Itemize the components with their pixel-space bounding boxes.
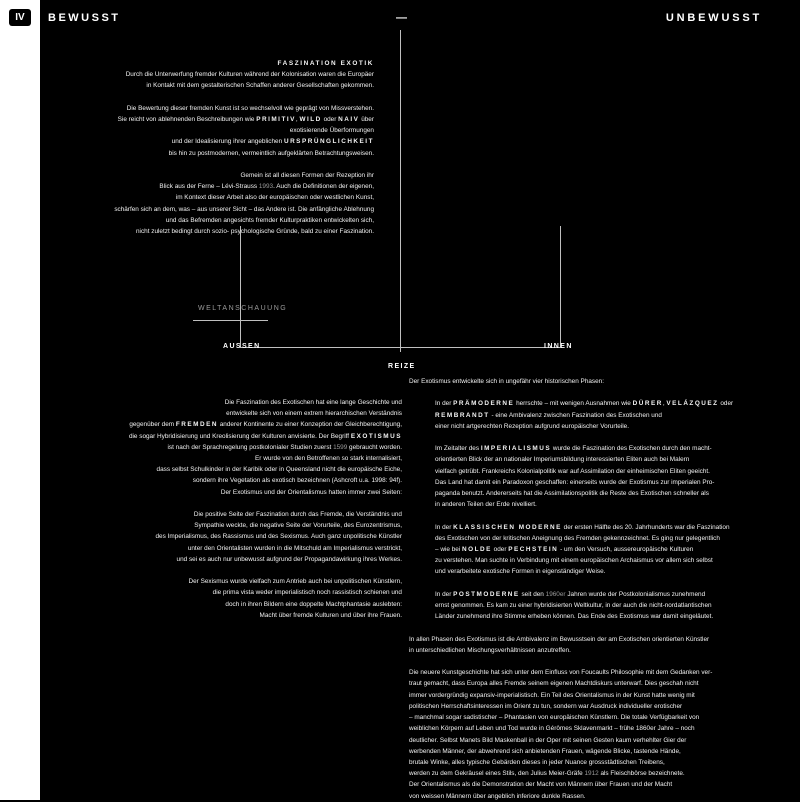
phase-imperialismus-line: paganda benutzt. Andererseits hat die Assimilationspolitik die Reste des Exotischen schneller als: [435, 490, 709, 498]
kunstgeschichte-line: – manchmal sogar sadistischer – Phantasien von europäischen Künstlern. Die totale Verfügbarkeit von: [409, 714, 700, 722]
right-intro: Der Exotismus entwickelte sich in ungefähr vier historischen Phasen:: [409, 378, 605, 385]
left-p2-line: unter den Orientalisten wurden in die Mitschuld am Imperialismus verstrickt,: [187, 544, 402, 552]
left-p3-line: die prima vista weder imperialistisch noch rassistisch schienen und: [212, 589, 402, 597]
phase-praemoderne-line: In der PRÄMODERNE herrschte – mit wenigen Ausnahmen wie DÜRER, VELÁZQUEZ oder: [435, 400, 734, 408]
header-right-title: UNBEWUSST: [665, 12, 762, 24]
weltanschauung-underline: [193, 320, 268, 321]
kunstgeschichte-line: werden zu dem Gekräusel eines Stils, den Julius Meier-Gräfe 1912 als Fleischbörse bezeichnete.: [409, 770, 685, 778]
left-p2-line: des Imperialismus, des Rassismus und des Sexismus. Auch ganz unpolitische Künstler: [155, 533, 402, 541]
label-reize: REIZE: [388, 363, 416, 370]
term-rembrandt: REMBRANDT: [435, 411, 490, 419]
term-naiv: NAIV: [338, 116, 360, 124]
term-pechstein: PECHSTEIN: [508, 546, 559, 554]
phase-postmoderne-line: ernst genommen. Es kam zu einer hybridisierten Weltkultur, in der auch die nicht-nordatlantischen: [435, 602, 712, 610]
term-exotismus: EXOTISMUS: [350, 432, 402, 440]
kunstgeschichte-line: traut gemacht, dass Europa alles Fremde seinem eigenen Machtdiskurs unterwarf. Dies geschah nicht: [409, 680, 699, 688]
term-duerer: DÜRER: [632, 400, 663, 408]
phase-postmoderne-line: In der POSTMODERNE seit den 1960er Jahren wurde der Postkolonialismus zunehmend: [435, 590, 706, 598]
left-margin-strip: [0, 0, 40, 800]
right-column: [409, 376, 789, 802]
kunstgeschichte-line: immer vordergründig expansiv-imperialistisch. Ein Teil des Orientalismus in der Kunst hatte wenig mit: [409, 691, 695, 699]
term-postmoderne: POSTMODERNE: [453, 590, 520, 598]
exotik-p2-line: exotisierende Überformungen: [289, 127, 374, 135]
left-p3-line: doch in ihren Bildern eine doppelte Machtphantasie auslebten:: [225, 600, 402, 608]
phase-klassische-line: zu verstehen. Man suchte in Verbindung mit einem europäischen Archaismus vor allem sich selbst: [435, 557, 713, 565]
diagram-right-tick: [560, 226, 561, 348]
kunstgeschichte-line: politischen Herrschaftsinteressen im Orient zu tun, sondern war Ausdruck individueller erotischer: [409, 702, 683, 710]
left-p1-line: entwickelte sich von einem extrem hierarchischen Verständnis: [226, 410, 402, 418]
exotik-p2-line: bis hin zu postmodernen, vermeintlich aufgeklärten Betrachtungsweisen.: [168, 149, 374, 157]
exotik-p3-line: im Kontext dieser Arbeit also der europäischen oder westlichen Kunst,: [175, 194, 374, 202]
left-p2-line: und sei es auch nur unbewusst aufgrund der Propagandawirkung ihres Werkes.: [176, 555, 402, 563]
phase-klassische-line: und verarbeitete exotische Formen in eigenständiger Weise.: [435, 568, 606, 576]
left-column: [40, 397, 402, 621]
exotik-block: [40, 58, 374, 237]
diagram-vertical-axis: [400, 30, 401, 352]
term-klassische-moderne: KLASSISCHEN MODERNE: [453, 523, 562, 531]
term-imperialismus: IMPERIALISMUS: [480, 445, 552, 453]
left-p1-line: Der Exotismus und der Orientalismus hatten immer zwei Seiten:: [220, 488, 402, 496]
phase-klassische-line: In der KLASSISCHEN MODERNE der ersten Hälfte des 20. Jahrhunderts war die Faszination: [435, 523, 730, 531]
exotik-p2-line: Die Bewertung dieser fremden Kunst ist so wechselvoll wie geprägt von Missverstehen.: [126, 104, 374, 112]
kunstgeschichte-line: deutlicher. Selbst Manets Bild Maskenball in der Oper mit seinen Gesten kaum verhehlter Gier der: [409, 736, 687, 744]
left-p1-line: Er wurde von den Betroffenen so stark internalisiert,: [255, 455, 402, 463]
left-p1-line: sondern ihre Vegetation als exotisch bezeichnen (Ashcroft u.a. 1998: 94f).: [192, 477, 402, 485]
label-aussen: AUSSEN: [223, 343, 261, 350]
phase-imperialismus-line: orientierten Blick der an nationaler Imperiumsbildung interessierten Eliten auch bei Malern: [435, 456, 690, 464]
exotik-p3-line: nicht zuletzt bedingt durch sozio- psychologische Gründe, bald zu einer Faszination.: [135, 228, 374, 236]
kunstgeschichte-line: Die neuere Kunstgeschichte hat sich unter dem Einfluss von Foucaults Philosophie mit dem Gedanken ver-: [409, 669, 713, 677]
phase-postmoderne-line: Länder zunehmend ihre Stimme erheben können. Das Ende des Exotismus war damit eingeläutet.: [435, 613, 714, 621]
phase-imperialismus-line: in anderen Teilen der Erde nivelliert.: [435, 501, 537, 509]
kunstgeschichte-line: von weissen Männern über angeblich inferiore dunkle Rassen.: [409, 792, 586, 800]
exotik-p3-line: Blick aus der Ferne – Lévi-Strauss 1993. Auch die Definitionen der eigenen,: [159, 183, 374, 191]
exotik-title: FASZINATION EXOTIK: [277, 60, 374, 67]
left-p3-line: Der Sexismus wurde vielfach zum Antrieb auch bei unpolitischen Künstlern,: [188, 578, 402, 586]
phase-praemoderne-line: REMBRANDT - eine Ambivalenz zwischen Faszination des Exotischen und: [435, 411, 662, 419]
left-p3-line: Macht über fremde Kulturen und über ihre Frauen.: [259, 611, 402, 619]
ambivalenz-line: in unterschiedlichen Mischungsverhältnissen anzutreffen.: [409, 646, 571, 654]
left-p1-line: dass selbst Schulkinder in der Karibik oder in Queensland nicht die europäische Eiche,: [156, 466, 402, 474]
label-weltanschauung: WELTANSCHAUUNG: [198, 305, 288, 312]
left-p1-line: ist nach der Sprachregelung postkolonialer Studien zuerst 1599 gebraucht worden.: [167, 443, 402, 451]
phase-imperialismus-line: Im Zeitalter des IMPERIALISMUS wurde die Faszination des Exotischen durch den macht-: [435, 445, 712, 453]
kunstgeschichte-line: werbenden Männer, der abwehrend sich anbietenden Frauen, wägende Blicke, tastende Hände,: [409, 747, 681, 755]
diagram-left-tick: [240, 226, 241, 348]
term-fremden: FREMDEN: [175, 421, 218, 429]
year-ref: 1912: [584, 770, 599, 778]
exotik-p2-line: und der Idealisierung ihrer angeblichen URSPRÜNGLICHKEIT: [171, 138, 374, 146]
phase-klassische-line: des Exotischen von der kritischen Aneignung des Fremden gekennzeichnet. Es ging nur gelegentlich: [435, 534, 720, 542]
kunstgeschichte-line: brutale Winke, alles typische Gebärden dieses in jeder Nuance grossstädtischen Treibens,: [409, 758, 665, 766]
year-ref: 1960er: [545, 590, 566, 598]
term-urspruenglichkeit: URSPRÜNGLICHKEIT: [283, 138, 374, 146]
year-ref: 1599: [333, 443, 348, 451]
term-wild: WILD: [299, 116, 322, 124]
left-p1-line: Die Faszination des Exotischen hat eine lange Geschichte und: [224, 399, 402, 406]
ambivalenz-line: In allen Phasen des Exotismus ist die Ambivalenz im Bewusstsein der am Exotischen orientierten Künstler: [409, 635, 710, 643]
phases-list: [409, 398, 789, 622]
left-p2-line: Sympathie weckte, die negative Seite der Vorurteile, des Eurozentrismus,: [194, 522, 402, 530]
phase-imperialismus-line: Das Land hat damit ein Paradoxon geschaffen: einerseits wurde der Exotismus zur imperialen Pro-: [435, 478, 715, 486]
term-velazquez: VELÁZQUEZ: [666, 400, 719, 408]
left-p1-line: die sogar Hybridisierung und Kreolisierung der Kulturen anvisierte. Der Begriff EXOTISMUS: [128, 432, 402, 440]
left-p2-line: Die positive Seite der Faszination durch das Fremde, die Verständnis und: [193, 511, 402, 519]
exotik-p1-line: Durch die Unterwerfung fremder Kulturen während der Kolonisation waren die Europäer: [125, 71, 374, 79]
exotik-p1-line: in Kontakt mit dem gestalterischen Schaffen anderer Gesellschaften gekommen.: [146, 82, 374, 90]
phase-imperialismus-line: vielfach getrübt. Frankreichs Kolonialpolitik war auf Assimilation der einheimischen Eliten geeicht.: [435, 467, 710, 475]
term-praemoderne: PRÄMODERNE: [453, 400, 515, 408]
term-nolde: NOLDE: [462, 546, 492, 554]
exotik-p3-line: Gemein ist all diesen Formen der Rezeption ihr: [240, 172, 374, 180]
term-primitiv: PRIMITIV: [256, 116, 296, 124]
diagram-horizontal-axis: [240, 347, 561, 348]
header-dash: —: [396, 12, 407, 24]
exotik-p3-line: schärfen sich an dem, was – aus unserer Sicht – das Andere ist. Die anfängliche Ablehnung: [114, 205, 374, 213]
exotik-p3-line: und das Befremden angesichts fremder Kulturpraktiken entwickelten sich,: [165, 216, 374, 224]
page-number-badge: IV: [9, 9, 31, 26]
kunstgeschichte-line: Der Orientalismus als die Demonstration der Macht von Männern über Frauen und der Macht: [409, 781, 673, 789]
phase-praemoderne-line: einer nicht artgerechten Rezeption aufgrund europäischer Vorurteile.: [435, 422, 629, 430]
exotik-p2-line: Sie reicht von ablehnenden Beschreibungen wie PRIMITIV, WILD oder NAIV über: [117, 116, 374, 124]
left-p1-line: gegenüber dem FREMDEN anderer Kontinente zu einer Konzeption der Gleichberechtigung,: [129, 421, 402, 429]
phase-klassische-line: – wie bei NOLDE oder PECHSTEIN - um den Versuch, aussereuropäische Kulturen: [435, 546, 694, 554]
year-ref: 1993: [258, 183, 274, 191]
label-innen: INNEN: [544, 343, 573, 350]
header-left-title: BEWUSST: [48, 12, 121, 24]
kunstgeschichte-line: weiblichen Körpern auf Leben und Tod wurde in Gérômes Sklavenmarkt – frühe 1860er Jahre – noch: [409, 725, 695, 733]
